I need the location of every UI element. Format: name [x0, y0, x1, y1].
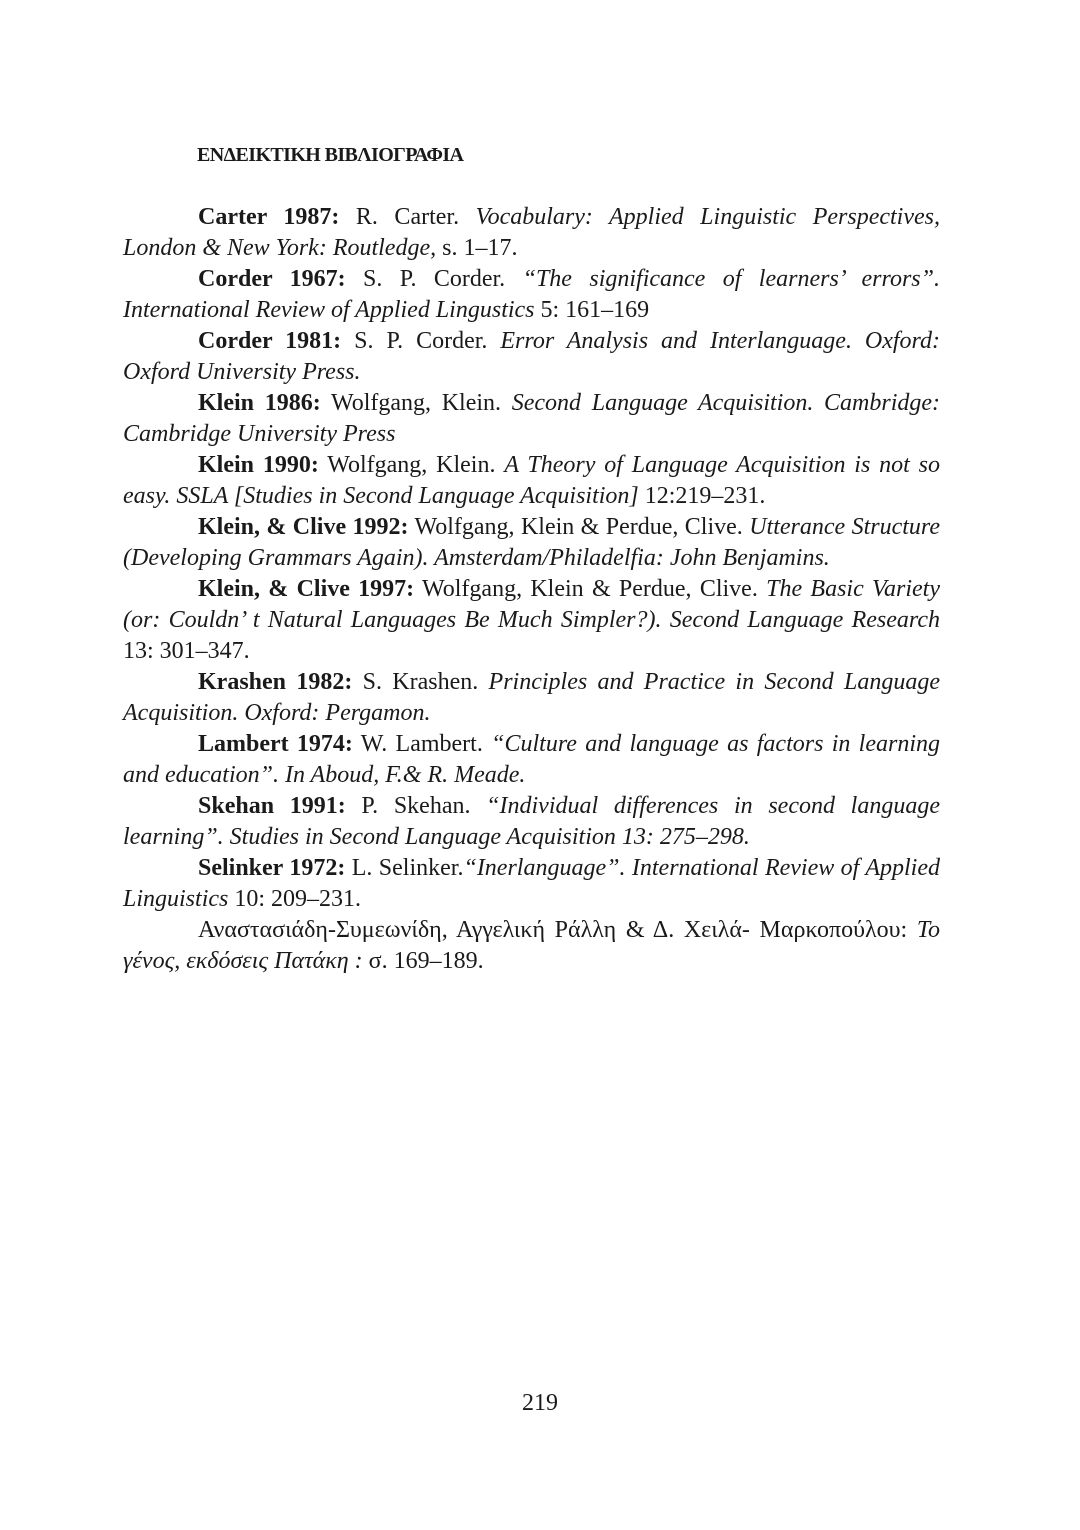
entry-title: “Individual differences in second language learning”. Studies in Second Language Acquisition 13: 275–298. — [123, 793, 940, 850]
entry-title: Second Language Acquisition. Cambridge: Cambridge University Press — [123, 390, 941, 447]
bib-entry — [123, 791, 940, 853]
entry-details: 12:219–231. — [638, 483, 766, 509]
entry-key: Carter 1987: — [198, 204, 340, 230]
entry-authors: Wolfgang, Klein & Perdue, Clive. — [414, 576, 767, 602]
entry-authors: S. P. Corder. — [345, 266, 523, 292]
entry-key: Klein, & Clive 1992: — [198, 514, 409, 540]
entry-key: Corder 1981: — [198, 328, 342, 354]
bib-entry — [123, 388, 940, 450]
entry-authors: W. Lambert. — [352, 731, 492, 757]
entry-authors: R. Carter. — [339, 204, 476, 230]
entry-title: “Culture and language as factors in learning and education”. In Aboud, F.& R. Meade. — [123, 731, 940, 788]
entry-title: Vocabulary: Applied Linguistic Perspectives, London & New York: Routledge, — [123, 204, 940, 261]
entry-details: σ. 169–189. — [362, 948, 484, 974]
page-heading: ΕΝΔΕΙΚΤΙΚΗ ΒΙΒΛΙΟΓΡΑΦΙΑ — [197, 144, 464, 166]
entry-key: Selinker 1972: — [198, 855, 346, 881]
entry-title: A Theory of Language Acquisition is not so easy. SSLA [Studies in Second Language Acquisition] — [123, 452, 941, 509]
bib-entry — [123, 202, 940, 264]
entry-key: Krashen 1982: — [198, 669, 353, 695]
entry-title: “Inerlanguage”. International Review of Applied Linguistics — [123, 855, 940, 912]
entry-title: The Basic Variety (or: Couldn’ t Natural Languages Be Much Simpler?). Second Language Research — [123, 576, 940, 633]
entry-title: Το γένος, εκδόσεις Πατάκη : — [123, 917, 940, 974]
bib-entry — [123, 512, 940, 574]
bib-entry — [123, 915, 940, 977]
bib-entry — [123, 729, 940, 791]
entry-details: 5: 161–169 — [534, 297, 650, 323]
entry-details: 13: 301–347. — [123, 638, 250, 664]
entry-authors: S. P. Corder. — [341, 328, 501, 354]
entry-authors: Wolfgang, Klein. — [318, 452, 505, 478]
entry-title: Principles and Practice in Second Language Acquisition. Oxford: Pergamon. — [123, 669, 940, 726]
entry-key: Skehan 1991: — [198, 793, 346, 819]
bib-entry — [123, 574, 940, 667]
entry-title: Error Analysis and Interlanguage. Oxford: Oxford University Press. — [123, 328, 941, 385]
entry-key: Klein 1990: — [198, 452, 319, 478]
entry-title: “The significance of learners’ errors”. International Review of Applied Lingustics — [123, 266, 940, 323]
entry-title: Utterance Structure (Developing Grammars Again). Amsterdam/Philadelfia: John Benjamins. — [123, 514, 941, 571]
entry-authors: Wolfgang, Klein & Perdue, Clive. — [408, 514, 750, 540]
bib-entry — [123, 264, 940, 326]
bib-entry — [123, 450, 940, 512]
page-number: 219 — [522, 1390, 558, 1416]
entry-authors: Αναστασιάδη-Συμεωνίδη, Αγγελική Ράλλη & Δ. Χειλά- Μαρκοπούλου: — [198, 917, 917, 943]
entry-key: Klein 1986: — [198, 390, 321, 416]
entry-authors: P. Skehan. — [345, 793, 487, 819]
entry-key: Klein, & Clive 1997: — [198, 576, 415, 602]
bibliography-list — [123, 202, 940, 977]
bib-entry — [123, 667, 940, 729]
entry-details: 10: 209–231. — [228, 886, 362, 912]
entry-key: Lambert 1974: — [198, 731, 353, 757]
entry-details: s. 1–17. — [436, 235, 518, 261]
entry-key: Corder 1967: — [198, 266, 346, 292]
entry-authors: Wolfgang, Klein. — [320, 390, 512, 416]
entry-authors: S. Krashen. — [352, 669, 489, 695]
bib-entry — [123, 853, 940, 915]
bib-entry — [123, 326, 940, 388]
entry-authors: L. Selinker. — [345, 855, 464, 881]
